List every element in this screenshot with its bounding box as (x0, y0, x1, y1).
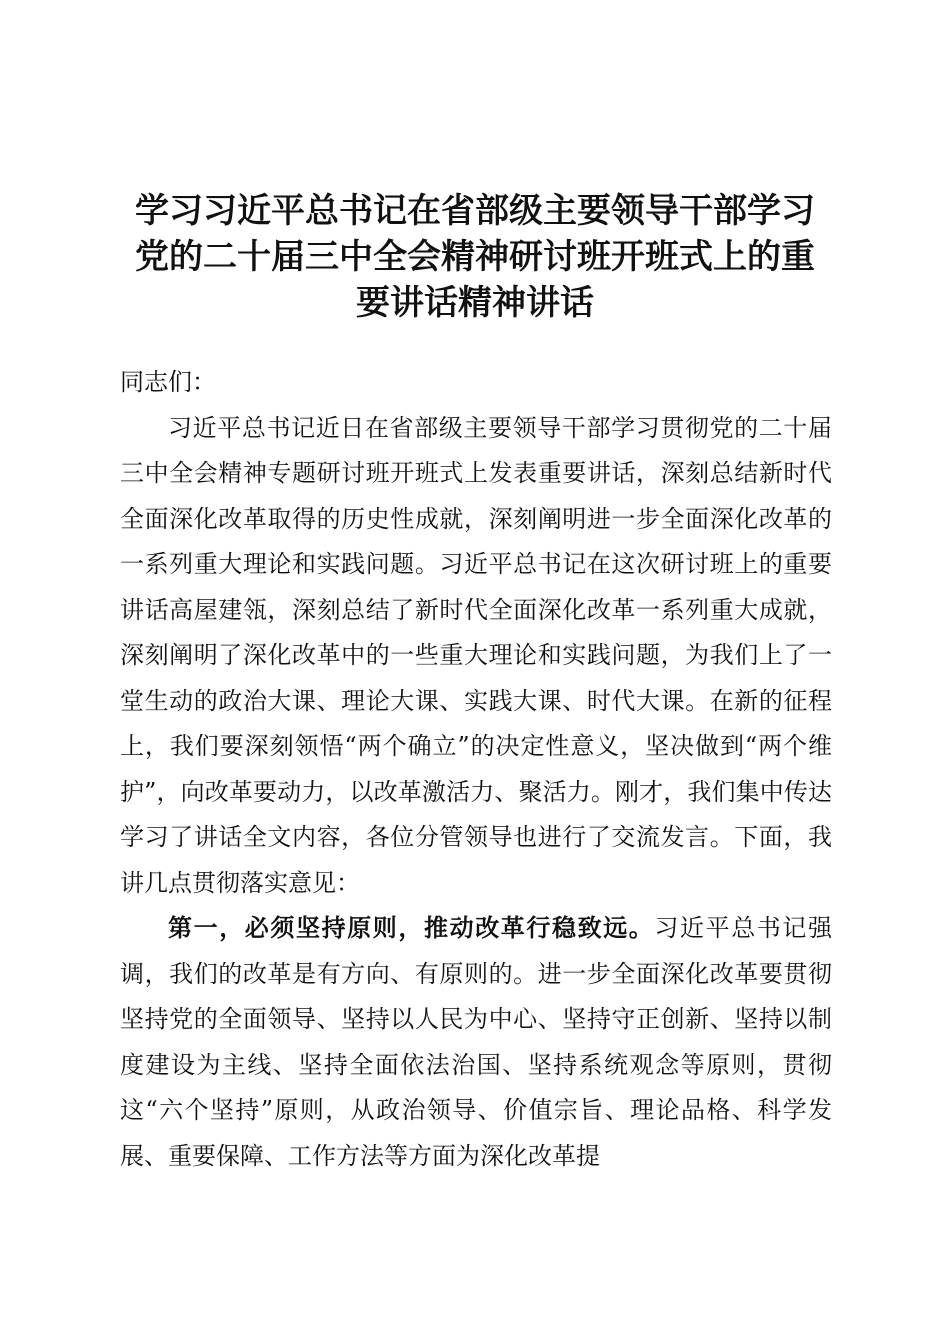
title-line-3: 要讲话精神讲话 (356, 283, 594, 323)
first-point-heading: 第一，必须坚持原则，推动改革行稳致远。 (168, 914, 655, 942)
paragraph-first-point (120, 906, 832, 1179)
salutation: 同志们： (120, 368, 216, 396)
first-point-text: 习近平总书记强调，我们的改革是有方向、有原则的。进一步全面深化改革要贯彻坚持党的全面领导、坚持以人民为中心、坚持守正创新、坚持以制度建设为主线、坚持全面依法治国、坚持系统观念等原则，贯彻这“六个坚持”原则，从政治领导、价值宗旨、理论品格、科学发展、重要保障、工作方法等方面为深化改革提 (120, 914, 833, 1170)
paragraph-intro: 习近平总书记近日在省部级主要领导干部学习贯彻党的二十届三中全会精神专题研讨班开班式上发表重要讲话，深刻总结新时代全面深化改革取得的历史性成就，深刻阐明进一步全面深化改革的一系列重大理论和实践问题。习近平总书记在这次研讨班上的重要讲话高屋建瓴，深刻总结了新时代全面深化改革一系列重大成就，深刻阐明了深化改革中的一些重大理论和实践问题，为我们上了一堂生动的政治大课、理论大课、实践大课、时代大课。在新的征程上，我们要深刻领悟“两个确立”的决定性意义，坚决做到“两个维护”，向改革要动力，以改革激活力、聚活力。刚才，我们集中传达学习了讲话全文内容，各位分管领导也进行了交流发言。下面，我讲几点贯彻落实意见： (120, 413, 832, 897)
title-line-1: 学习习近平总书记在省部级主要领导干部学习 (135, 191, 815, 231)
document-title (110, 188, 840, 326)
title-line-2: 党的二十届三中全会精神研讨班开班式上的重 (135, 237, 815, 277)
document-body (120, 360, 832, 1179)
